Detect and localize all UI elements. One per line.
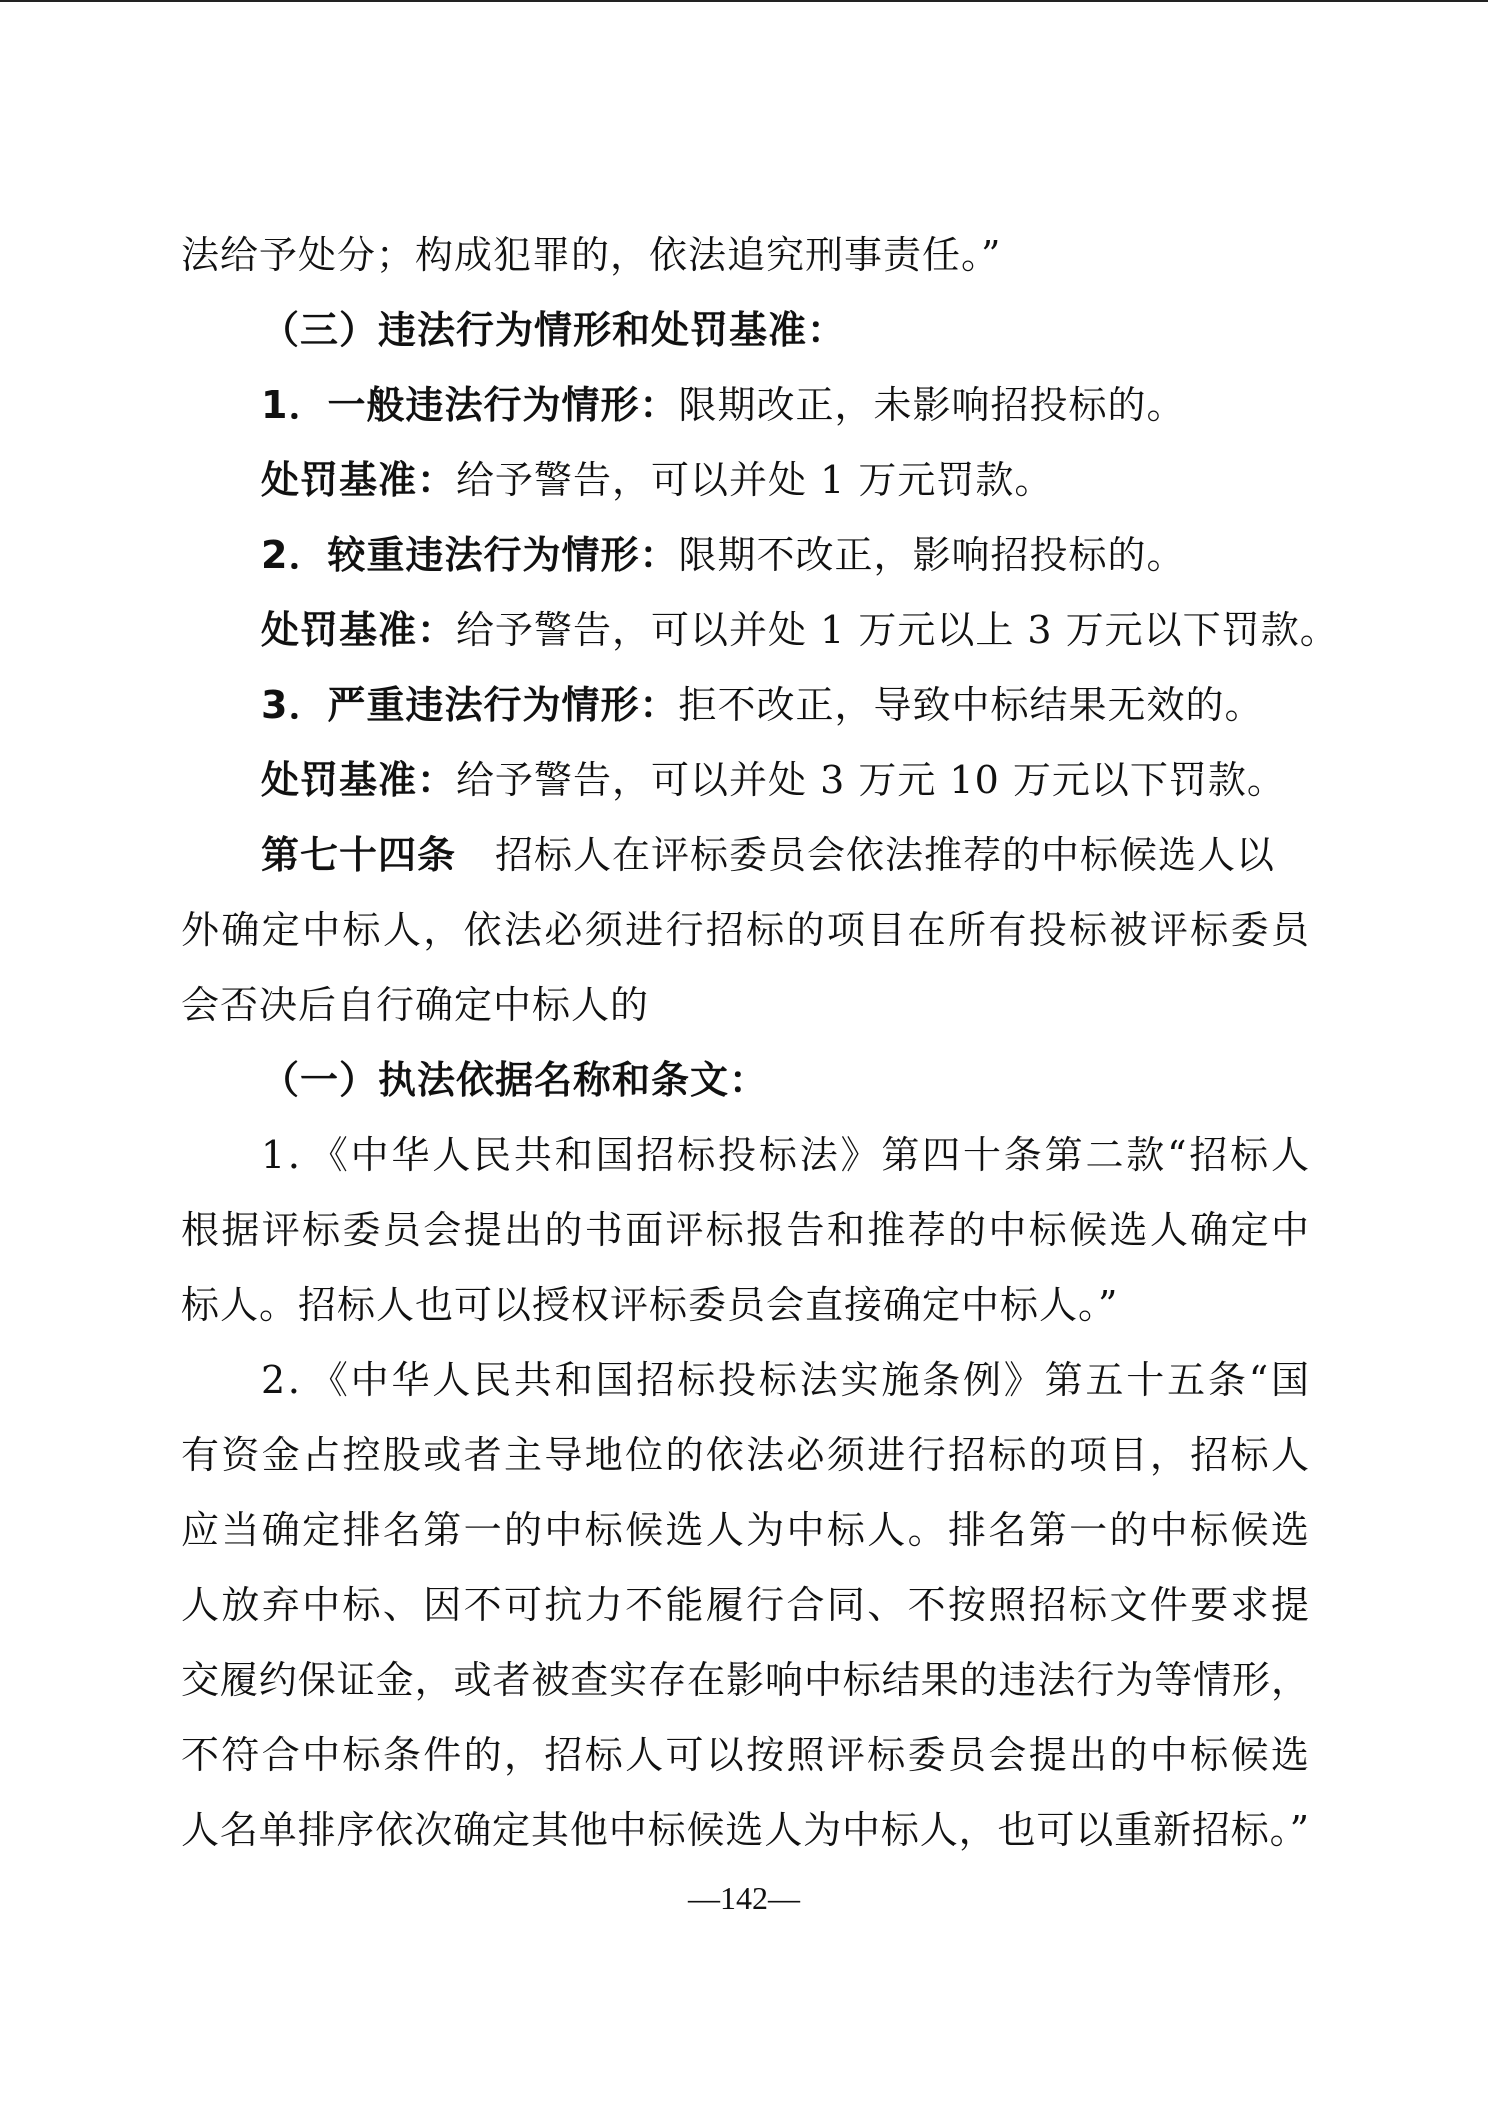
line-text: 1．《中华人民共和国招标投标法》第四十条第二款“招标人 <box>261 1133 1309 1177</box>
text-line <box>181 443 1309 518</box>
bold-lead: 处罚基准： <box>261 758 457 802</box>
line-text: 外确定中标人，依法必须进行招标的项目在所有投标被评标委员 <box>181 908 1309 952</box>
heading-text: （三）违法行为情形和处罚基准： <box>261 308 847 352</box>
text-line <box>181 1718 1309 1793</box>
article-number: 第七十四条 <box>261 833 457 877</box>
text-line <box>181 1568 1309 1643</box>
line-text: 会否决后自行确定中标人的 <box>181 983 650 1027</box>
text-line <box>181 1193 1309 1268</box>
bold-lead: 3．严重违法行为情形： <box>261 683 679 727</box>
document-body <box>181 218 1339 1868</box>
heading-text: （一）执法依据名称和条文： <box>261 1058 769 1102</box>
text-line <box>181 518 1309 593</box>
section-heading <box>181 293 1309 368</box>
line-text: 标人。招标人也可以授权评标委员会直接确定中标人。” <box>181 1283 1119 1327</box>
text-line <box>181 893 1309 968</box>
line-text: 给予警告，可以并处 3 万元 10 万元以下罚款。 <box>456 758 1286 802</box>
text-line <box>181 1493 1309 1568</box>
text-line <box>181 1793 1309 1868</box>
article-heading-line <box>181 818 1309 893</box>
text-line <box>181 1418 1309 1493</box>
text-line <box>181 1643 1309 1718</box>
bold-lead: 1．一般违法行为情形： <box>261 383 679 427</box>
line-text: 有资金占控股或者主导地位的依法必须进行招标的项目，招标人 <box>181 1433 1309 1477</box>
line-text: 给予警告，可以并处 1 万元以上 3 万元以下罚款。 <box>456 608 1339 652</box>
text-line <box>181 1118 1309 1193</box>
bold-lead: 2．较重违法行为情形： <box>261 533 679 577</box>
page-number: —142— <box>688 1880 800 1916</box>
text-line <box>181 593 1339 668</box>
text-line <box>181 743 1309 818</box>
line-text: 限期改正，未影响招投标的。 <box>678 383 1186 427</box>
bold-lead: 处罚基准： <box>261 458 457 502</box>
line-text: 根据评标委员会提出的书面评标报告和推荐的中标候选人确定中 <box>181 1208 1309 1252</box>
section-heading <box>181 1043 1309 1118</box>
text-line <box>181 1343 1309 1418</box>
line-text: 招标人在评标委员会依法推荐的中标候选人以 <box>456 833 1276 877</box>
line-text: 交履约保证金，或者被查实存在影响中标结果的违法行为等情形， <box>181 1658 1309 1702</box>
text-line <box>181 218 1309 293</box>
line-text: 不符合中标条件的，招标人可以按照评标委员会提出的中标候选 <box>181 1733 1309 1777</box>
bold-lead: 处罚基准： <box>261 608 457 652</box>
text-line <box>181 668 1309 743</box>
line-text: 限期不改正，影响招投标的。 <box>678 533 1186 577</box>
line-text: 应当确定排名第一的中标候选人为中标人。排名第一的中标候选 <box>181 1508 1309 1552</box>
line-text: 2．《中华人民共和国招标投标法实施条例》第五十五条“国 <box>261 1358 1309 1402</box>
text-line <box>181 1268 1309 1343</box>
text-line <box>181 368 1309 443</box>
line-text: 人名单排序依次确定其他中标候选人为中标人，也可以重新招标。” <box>181 1808 1309 1852</box>
page-top-border <box>0 0 1488 2</box>
text-line <box>181 968 1309 1043</box>
line-text: 给予警告，可以并处 1 万元罚款。 <box>456 458 1054 502</box>
line-text: 法给予处分；构成犯罪的，依法追究刑事责任。” <box>181 233 1002 277</box>
line-text: 人放弃中标、因不可抗力不能履行合同、不按照招标文件要求提 <box>181 1583 1309 1627</box>
line-text: 拒不改正，导致中标结果无效的。 <box>678 683 1264 727</box>
